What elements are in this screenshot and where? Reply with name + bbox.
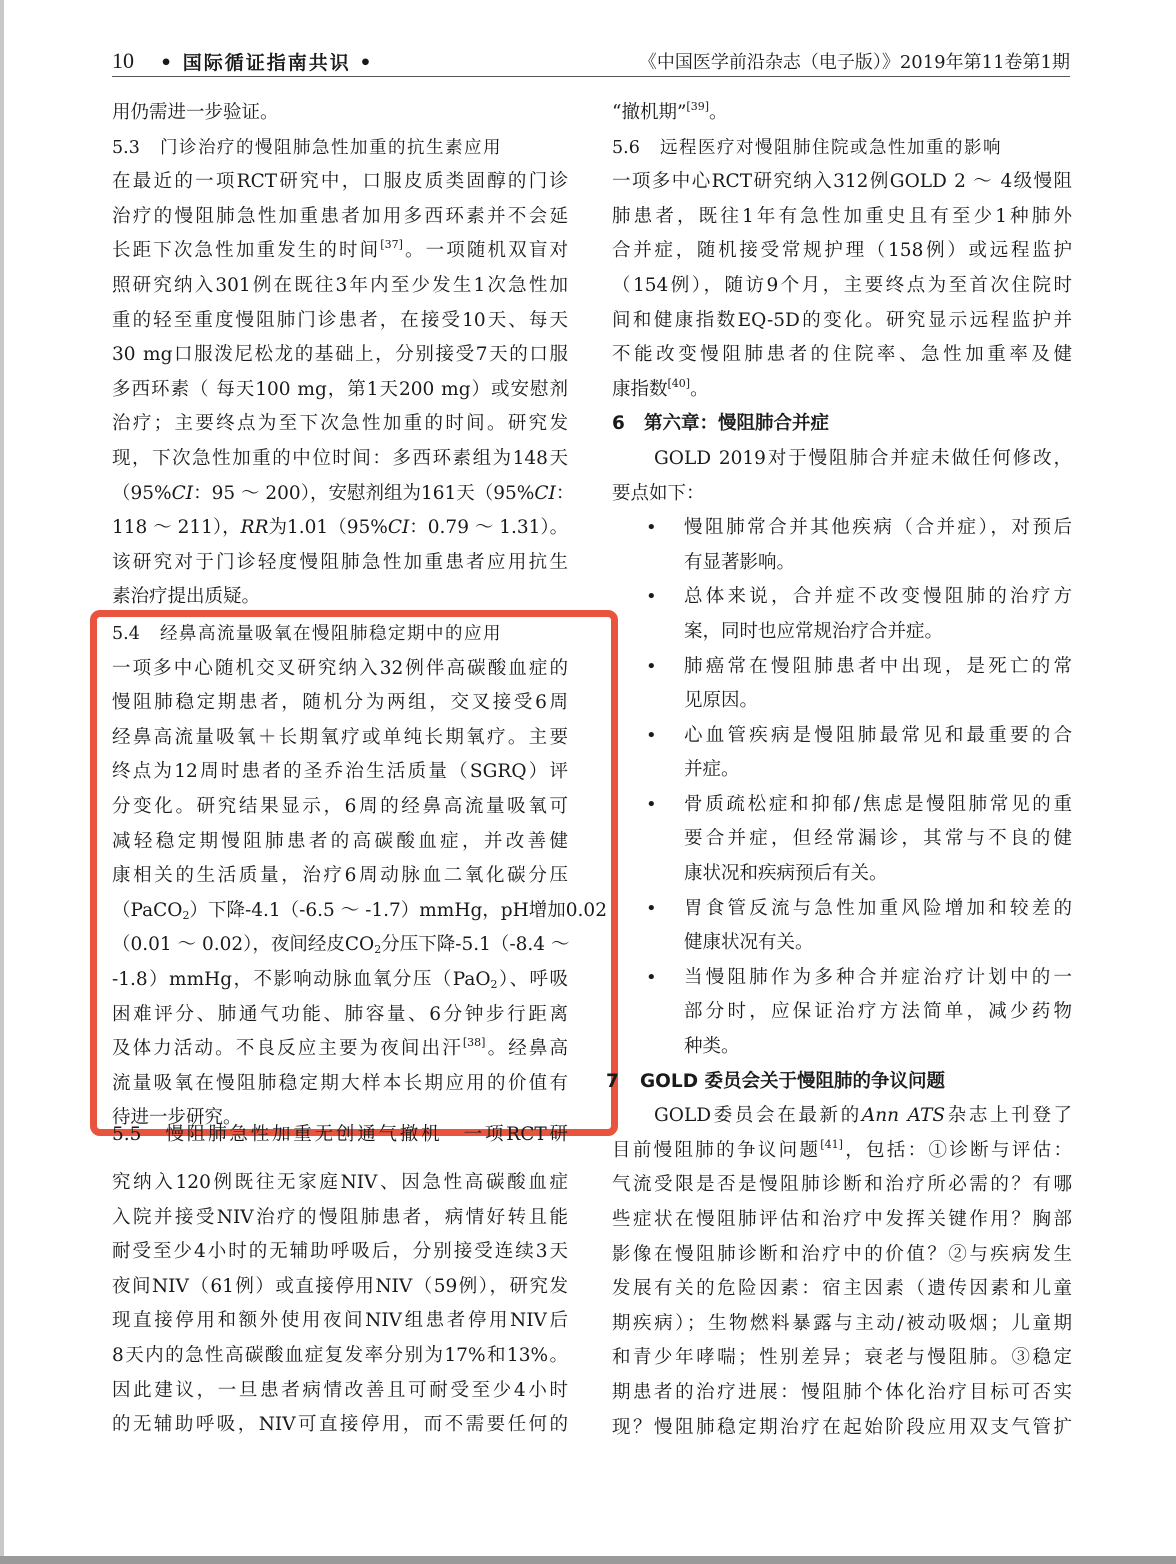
section-5-4-content — [112, 617, 607, 1136]
paragraph-line: 长距下次急性加重发生的时间[37]。一项随机双盲对 — [112, 238, 568, 262]
paragraph-line: 康指数[40]。 — [612, 376, 709, 400]
bullet-icon: • — [646, 586, 657, 608]
citation-ref: [37] — [380, 238, 403, 252]
section-5-4-heading: 5.4 经鼻高流量吸氧在慢阻肺稳定期中的应用 — [112, 624, 502, 644]
bullet-icon: • — [646, 724, 657, 746]
section-5-6-heading: 5.6 远程医疗对慢阻肺住院或急性加重的影响 — [612, 137, 1002, 158]
bullet-icon: • — [646, 966, 657, 988]
paragraph-line: 些症状在慢阻肺评估和治疗中发挥关键作用？胸部 — [612, 1209, 1072, 1230]
paragraph-line: （154例），随访9个月，主要终点为至首次住院时 — [612, 274, 1072, 296]
paragraph-line: 因此建议，一旦患者病情改善且可耐受至少4小时 — [112, 1379, 568, 1401]
paragraph-line: 期患者的治疗进展：慢阻肺个体化治疗目标可否实 — [612, 1381, 1072, 1403]
citation-ref: [38] — [462, 1036, 486, 1050]
paragraph-line: 间和健康指数EQ-5D的变化。研究显示远程监护并 — [612, 309, 1072, 331]
paragraph-line: 经鼻高流量吸氧＋长期氧疗或单纯长期氧疗。主要 — [112, 726, 568, 748]
paragraph-line: 期疾病）；生物燃料暴露与主动/被动吸烟；儿童期 — [612, 1312, 1072, 1334]
paragraph-line: “撤机期”[39]。 — [612, 100, 728, 123]
paragraph-line: 影像在慢阻肺诊断和治疗中的价值？②与疾病发生 — [612, 1243, 1072, 1265]
paragraph-line: 夜间NIV（61例）或直接停用NIV（59例），研究发 — [112, 1275, 568, 1297]
bullet-item: • 肺癌常在慢阻肺患者中出现，是死亡的常 见原因。 — [612, 650, 1072, 719]
paragraph-line: 耐受至少4小时的无辅助呼吸后，分别接受连续3天 — [112, 1241, 568, 1263]
bullet-item: • 慢阻肺常合并其他疾病（合并症），对预后 有显著影响。 — [612, 511, 1072, 580]
bullet-item: • 当慢阻肺作为多种合并症治疗计划中的一 部分时，应保证治疗方法简单，减少药物 种类。 — [612, 961, 1072, 1065]
citation-ref: [39] — [686, 100, 710, 113]
paragraph-line: 究纳入120例既往无家庭NIV、因急性高碳酸血症 — [112, 1172, 568, 1193]
paragraph-line: 终点为12周时患者的圣乔治生活质量（SGRQ）评 — [112, 761, 568, 783]
page-header — [112, 44, 1070, 77]
bullet-item: • 骨质疏松症和抑郁/焦虑是慢阻肺常见的重 要合并症，但经常漏诊，其常与不良的健 康状况和疾病预后有关。 — [612, 788, 1072, 892]
paragraph-line: 30 mg口服泼尼松龙的基础上，分别接受7天的口服 — [112, 344, 568, 366]
paragraph-line: 118 ～ 211），RR为1.01（95%CI：0.79 ～ 1.31）。 — [112, 517, 569, 539]
paragraph-line: 肺患者，既往1年有急性加重史且有至少1种肺外 — [612, 205, 1072, 227]
paragraph-line: 困难评分、肺通气功能、肺容量、6分钟步行距离 — [112, 1003, 568, 1025]
paragraph-line: 治疗的慢阻肺急性加重患者加用多西环素并不会延 — [112, 205, 568, 227]
paragraph-line: 该研究对于门诊轻度慢阻肺急性加重患者应用抗生 — [112, 551, 568, 573]
paragraph-line: 不能改变慢阻肺患者的住院率、急性加重率及健 — [612, 344, 1072, 366]
bullet-icon: • — [646, 655, 657, 677]
bullet-item: • 胃食管反流与急性加重风险增加和较差的 健康状况有关。 — [612, 892, 1072, 961]
page-number: 10 — [112, 48, 134, 73]
paragraph-line: 一项多中心随机交叉研究纳入32例伴高碳酸血症的 — [112, 657, 568, 679]
paragraph-line: 重的轻至重度慢阻肺门诊患者，在接受10天、每天 — [112, 309, 568, 331]
paragraph-line: 多西环素（ 每天100 mg，第1天200 mg）或安慰剂 — [112, 378, 568, 400]
paragraph-line: 现直接停用和额外使用夜间NIV组患者停用NIV后 — [112, 1310, 568, 1332]
section-5-5-content — [112, 1166, 568, 1443]
paragraph-line: 流量吸氧在慢阻肺稳定期大样本长期应用的价值有 — [112, 1072, 568, 1094]
paragraph-line: 减轻稳定期慢阻肺患者的高碳酸血症，并改善健 — [112, 830, 568, 852]
page-left-edge — [0, 0, 4, 1564]
paragraph-line: 发展有关的危险因素：宿主因素（遗传因素和儿童 — [612, 1278, 1072, 1300]
bullet-icon: • — [646, 897, 657, 919]
bullet-item: • 总体来说，合并症不改变慢阻肺的治疗方 案，同时也应常规治疗合并症。 — [612, 580, 1072, 649]
bullet-icon: • — [646, 793, 657, 815]
journal-citation: 《中国医学前沿杂志（电子版）》2019年第11卷第1期 — [638, 52, 1070, 73]
paragraph-line: （0.01 ～ 0.02），夜间经皮$CO_2$分压下降-5.1（-8.4 ～ — [112, 934, 570, 957]
paragraph-line: 分变化。研究结果显示，6周的经鼻高流量吸氧可 — [112, 795, 568, 817]
obscured-section-5-5-heading: 5.5 慢阻肺急性加重无创通气撤机 一项RCT研 — [112, 1124, 568, 1145]
paragraph-line: 的无辅助呼吸，NIV可直接停用，而不需要任何的 — [112, 1414, 568, 1436]
paragraph-line: 合并症，随机接受常规护理（158例）或远程监护 — [612, 240, 1072, 262]
paragraph-line: 在最近的一项RCT研究中，口服皮质类固醇的门诊 — [112, 171, 568, 193]
paragraph-line: 要点如下： — [612, 482, 705, 504]
paragraph-line: 8天内的急性高碳酸血症复发率分别为17%和13%。 — [112, 1344, 568, 1366]
left-column — [112, 96, 575, 615]
paragraph-line: 一项多中心RCT研究纳入312例GOLD 2 ～ 4级慢阻 — [612, 171, 1072, 193]
paragraph-line: 及体力活动。不良反应主要为夜间出汗[38]。经鼻高 — [112, 1036, 568, 1060]
paragraph-line: 用仍需进一步验证。 — [112, 102, 279, 123]
paragraph-line: （95%CI：95 ～ 200），安慰剂组为161天（95%CI： — [112, 482, 575, 504]
paragraph-line: GOLD 2019对于慢阻肺合并症未做任何修改， — [654, 447, 1072, 469]
paragraph-line: 和青少年哮喘；性别差异；衰老与慢阻肺。③稳定 — [612, 1347, 1072, 1369]
paragraph-line: 现？慢阻肺稳定期治疗在起始阶段应用双支气管扩 — [612, 1416, 1072, 1438]
paragraph-line: 照研究纳入301例在既往3年内至少发生1次急性加 — [112, 274, 568, 296]
paragraph-line: （PaCO$_2$）下降-4.1（-6.5 ～ -1.7）mmHg，pH增加0.02 — [112, 899, 607, 922]
citation-ref: [41] — [820, 1137, 843, 1151]
paragraph-line: 气流受限是否是慢阻肺诊断和治疗所必需的？有哪 — [612, 1174, 1072, 1196]
chapter-7-heading: 7 GOLD 委员会关于慢阻肺的争议问题 — [606, 1070, 945, 1092]
section-title: • 国际循证指南共识 • — [160, 52, 374, 74]
paragraph-line: 素治疗提出质疑。 — [112, 586, 261, 608]
paragraph-line: GOLD委员会在最新的Ann ATS杂志上刊登了 — [654, 1105, 1072, 1127]
paragraph-line: -1.8）mmHg，不影响动脉血氧分压（PaO$_2$）、呼吸 — [112, 968, 568, 991]
paragraph-line: 现，下次急性加重的中位时间：多西环素组为148天 — [112, 447, 568, 469]
citation-ref: [40] — [667, 376, 691, 390]
section-5-3-heading: 5.3 门诊治疗的慢阻肺急性加重的抗生素应用 — [112, 137, 502, 158]
chapter-6-heading: 6 第六章：慢阻肺合并症 — [612, 413, 830, 435]
bullet-item: • 心血管疾病是慢阻肺最常见和最重要的合 并症。 — [612, 719, 1072, 788]
bullet-icon: • — [646, 517, 657, 539]
right-column — [606, 96, 1072, 1445]
paragraph-line: 康相关的生活质量，治疗6周动脉血二氧化碳分压 — [112, 865, 568, 887]
paragraph-line: 目前慢阻肺的争议问题[41]，包括：①诊断与评估： — [612, 1137, 1072, 1161]
paragraph-line: 治疗；主要终点为至下次急性加重的时间。研究发 — [112, 413, 568, 435]
paragraph-line: 待进一步研究。 — [112, 1107, 242, 1129]
paragraph-line: 入院并接受NIV治疗的慢阻肺患者，病情好转且能 — [112, 1206, 568, 1228]
page-bottom-edge — [0, 1556, 1176, 1564]
paragraph-line: 慢阻肺稳定期患者，随机分为两组，交叉接受6周 — [112, 692, 568, 714]
